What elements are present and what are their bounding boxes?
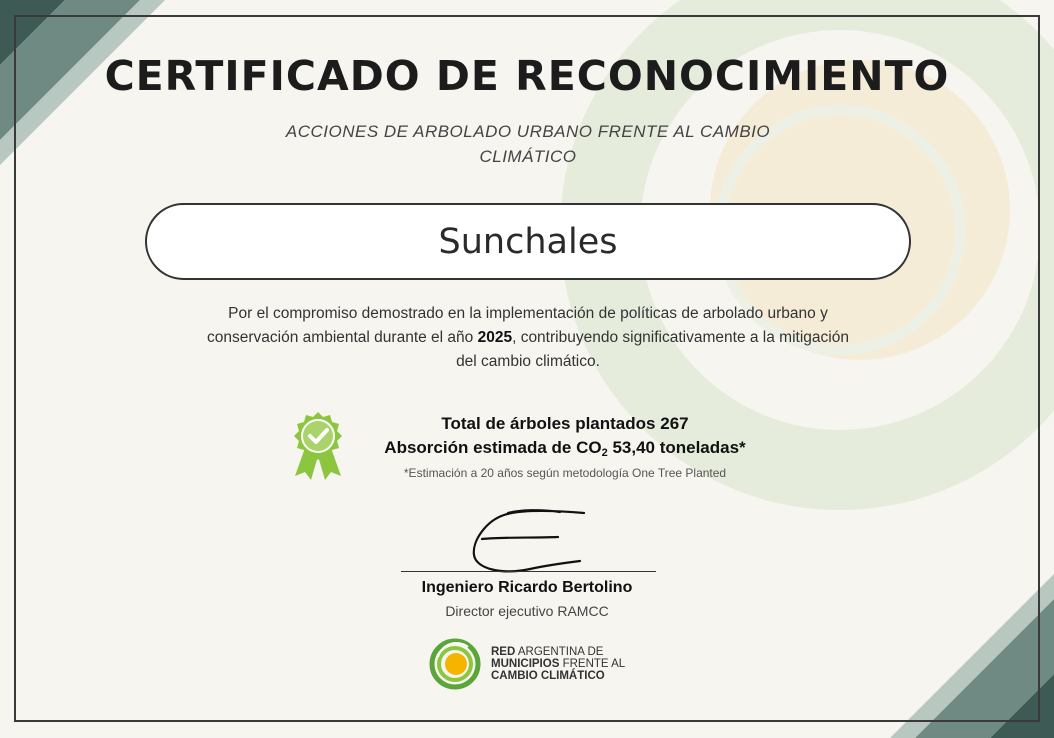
- recognition-text-part2: , contribuyendo significativamente a la mitigación del cambio climático.: [456, 329, 849, 370]
- estimation-footnote: *Estimación a 20 años según metodología One Tree Planted: [403, 466, 727, 480]
- logo-line-3: CAMBIO CLIMÁTICO: [491, 670, 605, 682]
- certificate-subtitle: ACCIONES DE ARBOLADO URBANO FRENTE AL CAMBIO CLIMÁTICO: [285, 122, 771, 166]
- signature-image: [460, 505, 600, 577]
- recipient-box: [145, 203, 911, 280]
- trees-planted-line: [330, 412, 800, 436]
- trees-planted-label: Total de árboles plantados: [441, 414, 656, 433]
- co2-subscript: 2: [601, 447, 608, 459]
- ramcc-logo-icon: [428, 637, 482, 691]
- recognition-text-part1: Por el compromiso demostrado en la implementación de políticas de arbolado urbano y conservación ambiental durante el año: [207, 305, 828, 346]
- logo-line-2: MUNICIPIOS FRENTE AL: [491, 658, 626, 670]
- recognition-year: 2025: [477, 329, 513, 346]
- signer-name: Ingeniero Ricardo Bertolino: [421, 579, 633, 596]
- co2-absorption-line: [330, 436, 800, 462]
- signer-role: Director ejecutivo RAMCC: [445, 603, 609, 619]
- signature-line: [401, 571, 656, 572]
- ramcc-logo-text: [491, 646, 625, 682]
- certificate-title: CERTIFICADO DE RECONOCIMIENTO: [104, 52, 950, 100]
- trees-planted-value: 267: [660, 414, 689, 433]
- co2-absorption-value: 53,40 toneladas*: [612, 438, 746, 457]
- co2-absorption-label: Absorción estimada de CO: [384, 438, 602, 457]
- recognition-text: [200, 302, 856, 374]
- recipient-name: Sunchales: [438, 221, 618, 262]
- logo-line-1: RED ARGENTINA DE: [491, 646, 604, 658]
- impact-stats: [330, 412, 800, 462]
